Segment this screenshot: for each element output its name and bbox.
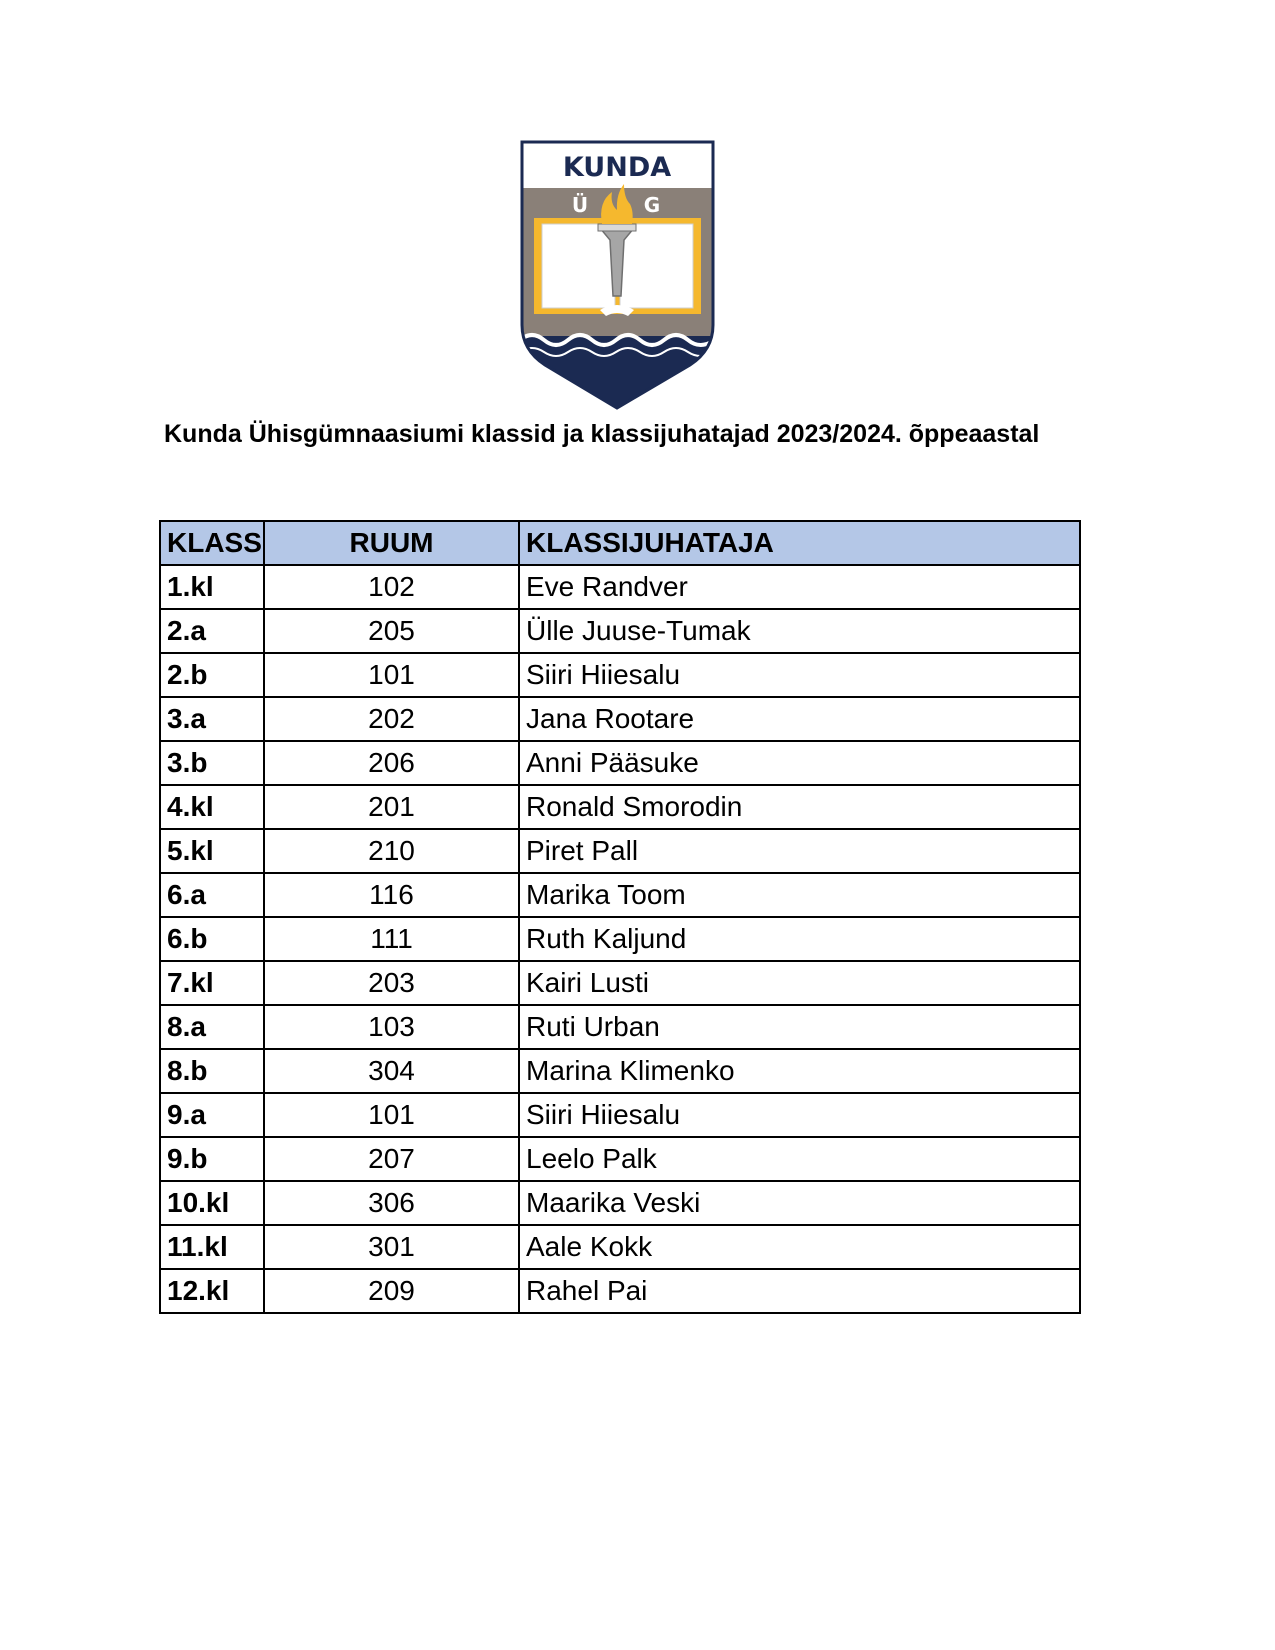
klassijuhataja-cell: Aale Kokk	[519, 1225, 1080, 1269]
klass-cell: 2.a	[160, 609, 264, 653]
klass-cell: 5.kl	[160, 829, 264, 873]
klassijuhataja-cell: Ruth Kaljund	[519, 917, 1080, 961]
table-row	[160, 917, 1080, 961]
klassijuhataja-cell: Eve Randver	[519, 565, 1080, 609]
logo-letter-u: Ü	[571, 193, 589, 217]
klassijuhataja-cell: Maarika Veski	[519, 1181, 1080, 1225]
table-row	[160, 1181, 1080, 1225]
ruum-cell: 102	[264, 565, 519, 609]
table-row	[160, 697, 1080, 741]
klass-cell: 6.b	[160, 917, 264, 961]
table-header-row	[160, 521, 1080, 565]
ruum-cell: 203	[264, 961, 519, 1005]
klass-cell: 10.kl	[160, 1181, 264, 1225]
table-row	[160, 741, 1080, 785]
klass-cell: 9.b	[160, 1137, 264, 1181]
klass-cell: 6.a	[160, 873, 264, 917]
ruum-cell: 304	[264, 1049, 519, 1093]
ruum-cell: 206	[264, 741, 519, 785]
klassijuhataja-cell: Ülle Juuse-Tumak	[519, 609, 1080, 653]
table-row	[160, 1093, 1080, 1137]
klass-cell: 9.a	[160, 1093, 264, 1137]
ruum-cell: 301	[264, 1225, 519, 1269]
klassijuhataja-cell: Marika Toom	[519, 873, 1080, 917]
logo-text-kunda: KUNDA	[562, 152, 672, 183]
klassijuhataja-cell: Kairi Lusti	[519, 961, 1080, 1005]
klassijuhataja-cell: Ronald Smorodin	[519, 785, 1080, 829]
klass-cell: 3.a	[160, 697, 264, 741]
school-crest-logo	[520, 140, 715, 410]
table-row	[160, 609, 1080, 653]
table-row	[160, 1137, 1080, 1181]
table-row	[160, 829, 1080, 873]
ruum-cell: 210	[264, 829, 519, 873]
ruum-cell: 205	[264, 609, 519, 653]
klass-cell: 11.kl	[160, 1225, 264, 1269]
klass-cell: 7.kl	[160, 961, 264, 1005]
ruum-cell: 209	[264, 1269, 519, 1313]
klassijuhataja-cell: Rahel Pai	[519, 1269, 1080, 1313]
ruum-cell: 202	[264, 697, 519, 741]
ruum-cell: 116	[264, 873, 519, 917]
klassijuhataja-cell: Siiri Hiiesalu	[519, 653, 1080, 697]
klassijuhataja-cell: Anni Pääsuke	[519, 741, 1080, 785]
ruum-cell: 306	[264, 1181, 519, 1225]
klassijuhataja-cell: Siiri Hiiesalu	[519, 1093, 1080, 1137]
klassijuhataja-cell: Leelo Palk	[519, 1137, 1080, 1181]
class-teacher-table	[159, 520, 1081, 1314]
klassijuhataja-cell: Jana Rootare	[519, 697, 1080, 741]
ruum-cell: 103	[264, 1005, 519, 1049]
ruum-cell: 101	[264, 1093, 519, 1137]
table-row	[160, 873, 1080, 917]
table-row	[160, 1049, 1080, 1093]
ruum-cell: 111	[264, 917, 519, 961]
klassijuhataja-cell: Marina Klimenko	[519, 1049, 1080, 1093]
logo-letter-g: G	[643, 193, 661, 217]
header-klass: KLASS	[160, 521, 264, 565]
table-row	[160, 565, 1080, 609]
klass-cell: 4.kl	[160, 785, 264, 829]
ruum-cell: 201	[264, 785, 519, 829]
header-klassijuhataja: KLASSIJUHATAJA	[519, 521, 1080, 565]
klass-cell: 8.b	[160, 1049, 264, 1093]
table-row	[160, 1269, 1080, 1313]
klassijuhataja-cell: Piret Pall	[519, 829, 1080, 873]
table-row	[160, 961, 1080, 1005]
table-row	[160, 653, 1080, 697]
ruum-cell: 101	[264, 653, 519, 697]
klass-cell: 2.b	[160, 653, 264, 697]
klassijuhataja-cell: Ruti Urban	[519, 1005, 1080, 1049]
klass-cell: 1.kl	[160, 565, 264, 609]
klass-cell: 12.kl	[160, 1269, 264, 1313]
table-row	[160, 1225, 1080, 1269]
table-row	[160, 1005, 1080, 1049]
ruum-cell: 207	[264, 1137, 519, 1181]
header-ruum: RUUM	[264, 521, 519, 565]
table-body	[160, 565, 1080, 1313]
document-title: Kunda Ühisgümnaasiumi klassid ja klassijuhatajad 2023/2024. õppeaastal	[164, 420, 1040, 448]
klass-cell: 3.b	[160, 741, 264, 785]
table-row	[160, 785, 1080, 829]
klass-cell: 8.a	[160, 1005, 264, 1049]
